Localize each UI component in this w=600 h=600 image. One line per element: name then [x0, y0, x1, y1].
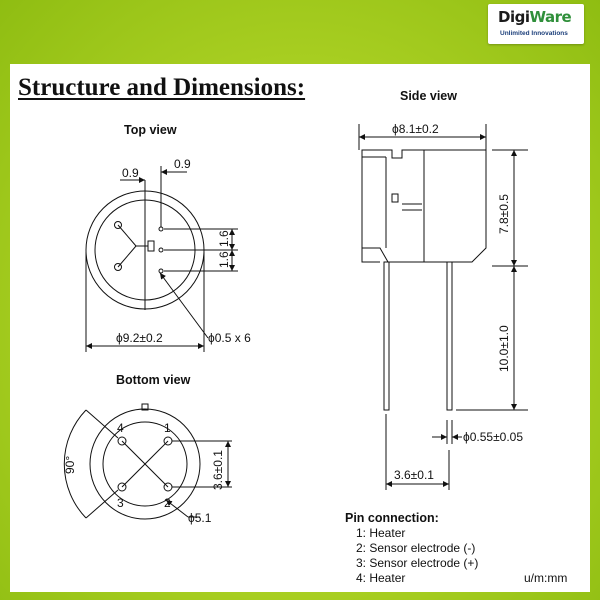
side-dim-lead-spacing: 3.6±0.1: [394, 468, 434, 482]
side-dim-diameter: ϕ8.1±0.2: [392, 122, 439, 136]
pin-label-2: 2: [164, 496, 171, 510]
top-view-hole: [159, 269, 163, 273]
units-label: u/m:mm: [524, 571, 568, 585]
top-dim-offset-right: 0.9: [174, 157, 191, 171]
side-dim-lead-length: 10.0±1.0: [497, 325, 511, 372]
logo-brand-a: Digi: [498, 8, 530, 26]
bottom-dim-spacing: 3.6±0.1: [211, 450, 225, 490]
bottom-dim-circle: ϕ5.1: [188, 511, 212, 525]
pin-connection-item: 2: Sensor electrode (-): [356, 541, 476, 555]
pin-connection-item: 4: Heater: [356, 571, 406, 585]
top-dim-diameter: ϕ9.2±0.2: [116, 331, 163, 345]
side-view: [359, 89, 528, 490]
top-dim-pitch-lower: 1.6: [217, 251, 231, 268]
logo-tagline: Unlimited Innovations: [500, 30, 568, 37]
pin-connection-item: 3: Sensor electrode (+): [356, 556, 479, 570]
top-dim-offset-left: 0.9: [122, 166, 139, 180]
top-view-hole: [159, 227, 163, 231]
body-detail: [392, 194, 398, 202]
pin-label-1: 1: [164, 421, 171, 435]
lead-left: [384, 262, 389, 410]
side-dim-body-height: 7.8±0.5: [497, 194, 511, 234]
lead-right: [447, 262, 452, 410]
bottom-dim-angle: 90°: [63, 455, 77, 474]
top-view-heading: Top view: [124, 123, 177, 137]
angle-ray: [86, 410, 118, 438]
top-view-hole: [159, 248, 163, 252]
pin-label-3: 3: [117, 496, 124, 510]
bottom-view: [63, 373, 232, 525]
body-detail: [362, 248, 380, 262]
top-dim-pitch-upper: 1.6: [217, 230, 231, 247]
side-view-heading: Side view: [400, 89, 457, 103]
pin-connection-heading: Pin connection:: [345, 511, 439, 525]
top-view: [86, 123, 251, 352]
pin-label-4: 4: [117, 421, 124, 435]
top-view-element-arm: [118, 246, 136, 267]
page-title: Structure and Dimensions:: [18, 74, 306, 101]
angle-ray: [86, 490, 118, 518]
top-view-element-arm: [118, 225, 136, 246]
pin-connection-item: 1: Heater: [356, 526, 406, 540]
bottom-view-heading: Bottom view: [116, 373, 191, 387]
side-dim-lead-diameter: ϕ0.55±0.05: [463, 430, 524, 444]
pin-connection: [345, 511, 567, 585]
dim-leader: [160, 273, 208, 338]
top-dim-holes: ϕ0.5 x 6: [208, 331, 251, 345]
top-view-connector: [148, 241, 154, 251]
logo-brand-b: Ware: [529, 8, 572, 26]
